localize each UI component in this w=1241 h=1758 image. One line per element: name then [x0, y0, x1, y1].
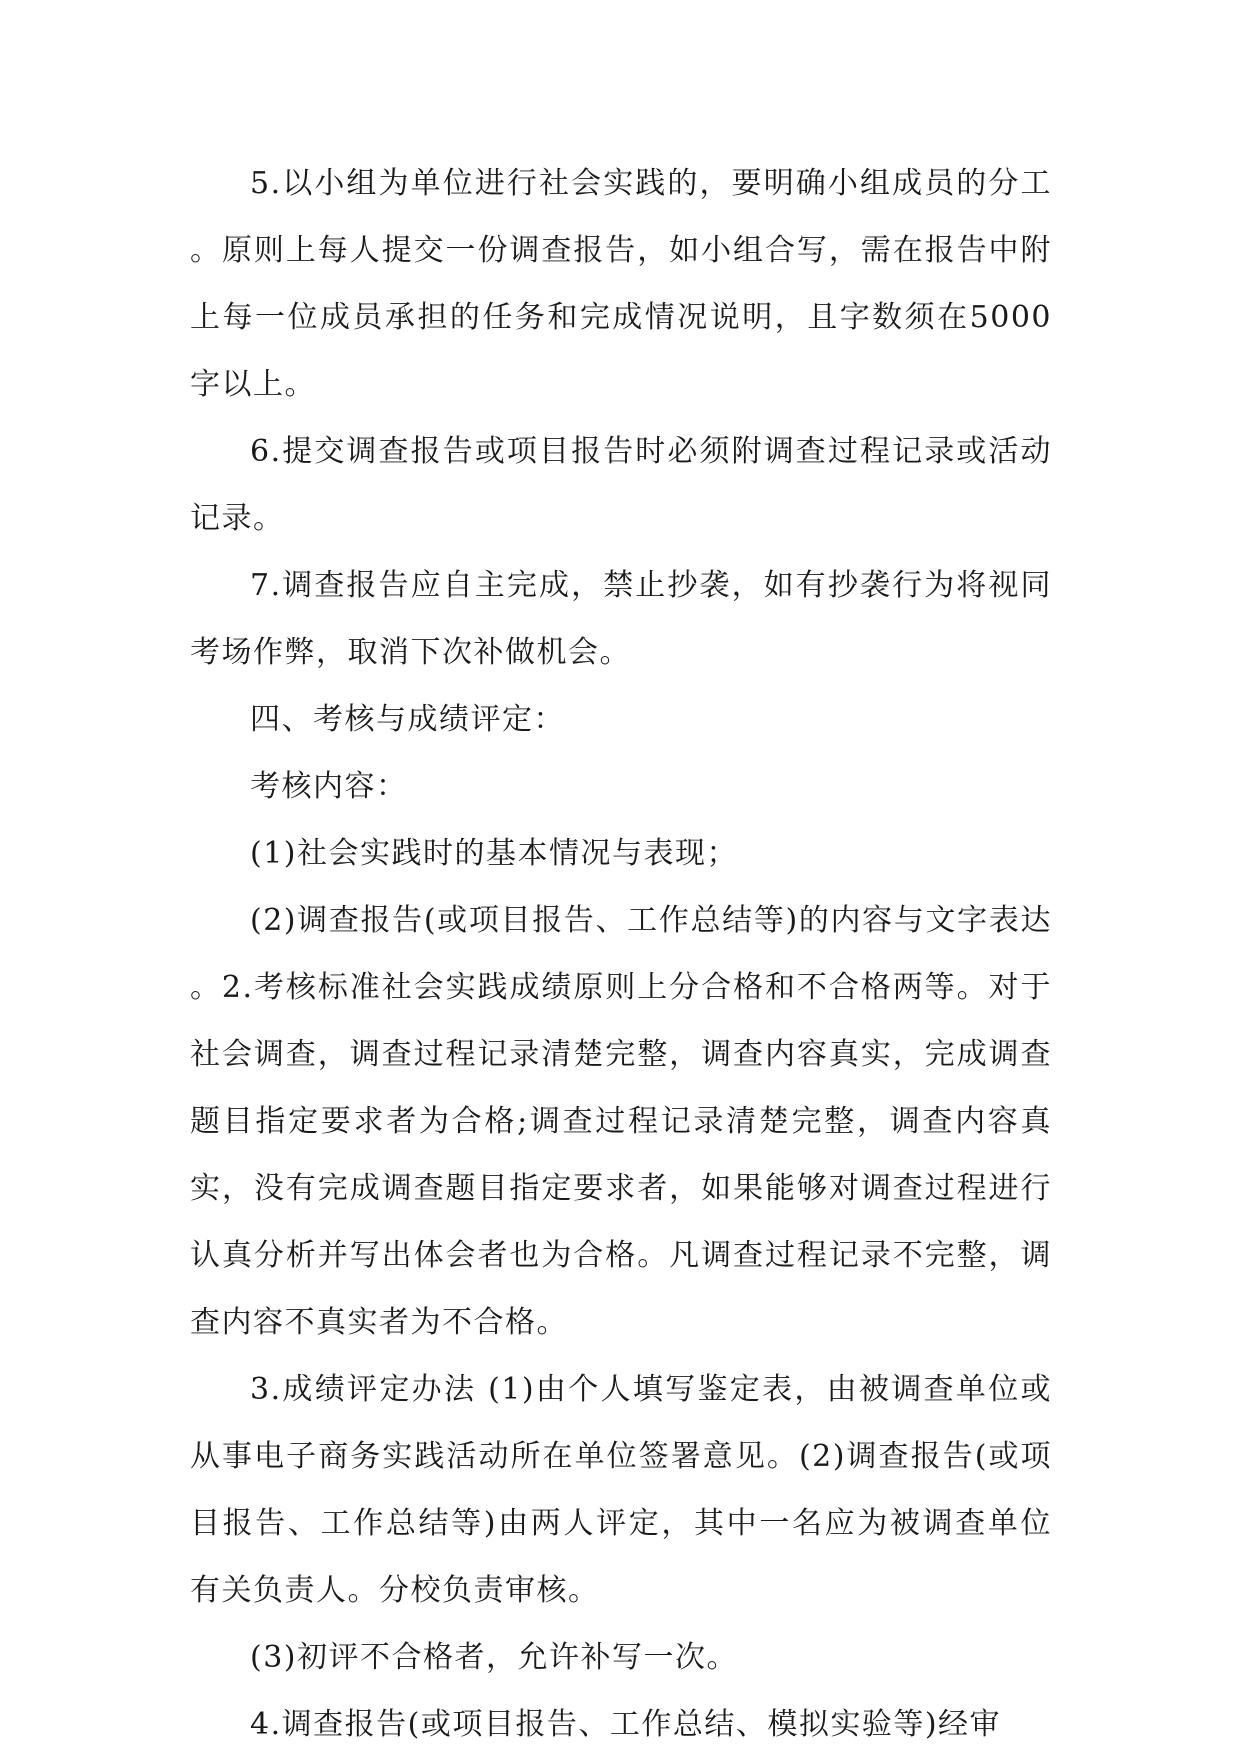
paragraph-assessment-item-2-standards: (2)调查报告(或项目报告、工作总结等)的内容与文字表达。2.考核标准社会实践成绩原则上分合格和不合格两等。对于社会调查，调查过程记录清楚完整，调查内容真实，完成调查题目指定要求者为合格;调查过程记录清楚完整，调查内容真实，没有完成调查题目指定要求者，如果能够对调查过程进行认真分析并写出体会者也为合格。凡调查过程记录不完整，调查内容不真实者为不合格。 — [190, 903, 1052, 1340]
paragraph-grading-method: 3.成绩评定办法 (1)由个人填写鉴定表，由被调查单位或从事电子商务实践活动所在单位签署意见。(2)调查报告(或项目报告、工作总结等)由两人评定，其中一名应为被调查单位有关负责人。分校负责审核。 — [190, 1372, 1052, 1608]
paragraph-item-7-no-plagiarism: 7.调查报告应自主完成，禁止抄袭，如有抄袭行为将视同考场作弊，取消下次补做机会。 — [190, 568, 1052, 670]
paragraph-item-6-submission-records: 6.提交调查报告或项目报告时必须附调查过程记录或活动记录。 — [190, 434, 1052, 536]
paragraph-item-5-group-practice: 5.以小组为单位进行社会实践的，要明确小组成员的分工。原则上每人提交一份调查报告，如小组合写，需在报告中附上每一位成员承担的任务和完成情况说明，且字数须在5000 字以上。 — [190, 166, 1052, 402]
paragraph-resubmission: (3)初评不合格者，允许补写一次。 — [250, 1640, 738, 1675]
paragraph-assessment-item-1: (1)社会实践时的基本情况与表现； — [250, 836, 738, 871]
section-heading-assessment: 四、考核与成绩评定： — [250, 702, 565, 737]
document-body — [190, 150, 1052, 1758]
paragraph-item-4-review: 4.调查报告(或项目报告、工作总结、模拟实验等)经审 — [250, 1707, 1002, 1742]
subheading-assessment-content: 考核内容： — [250, 769, 408, 804]
